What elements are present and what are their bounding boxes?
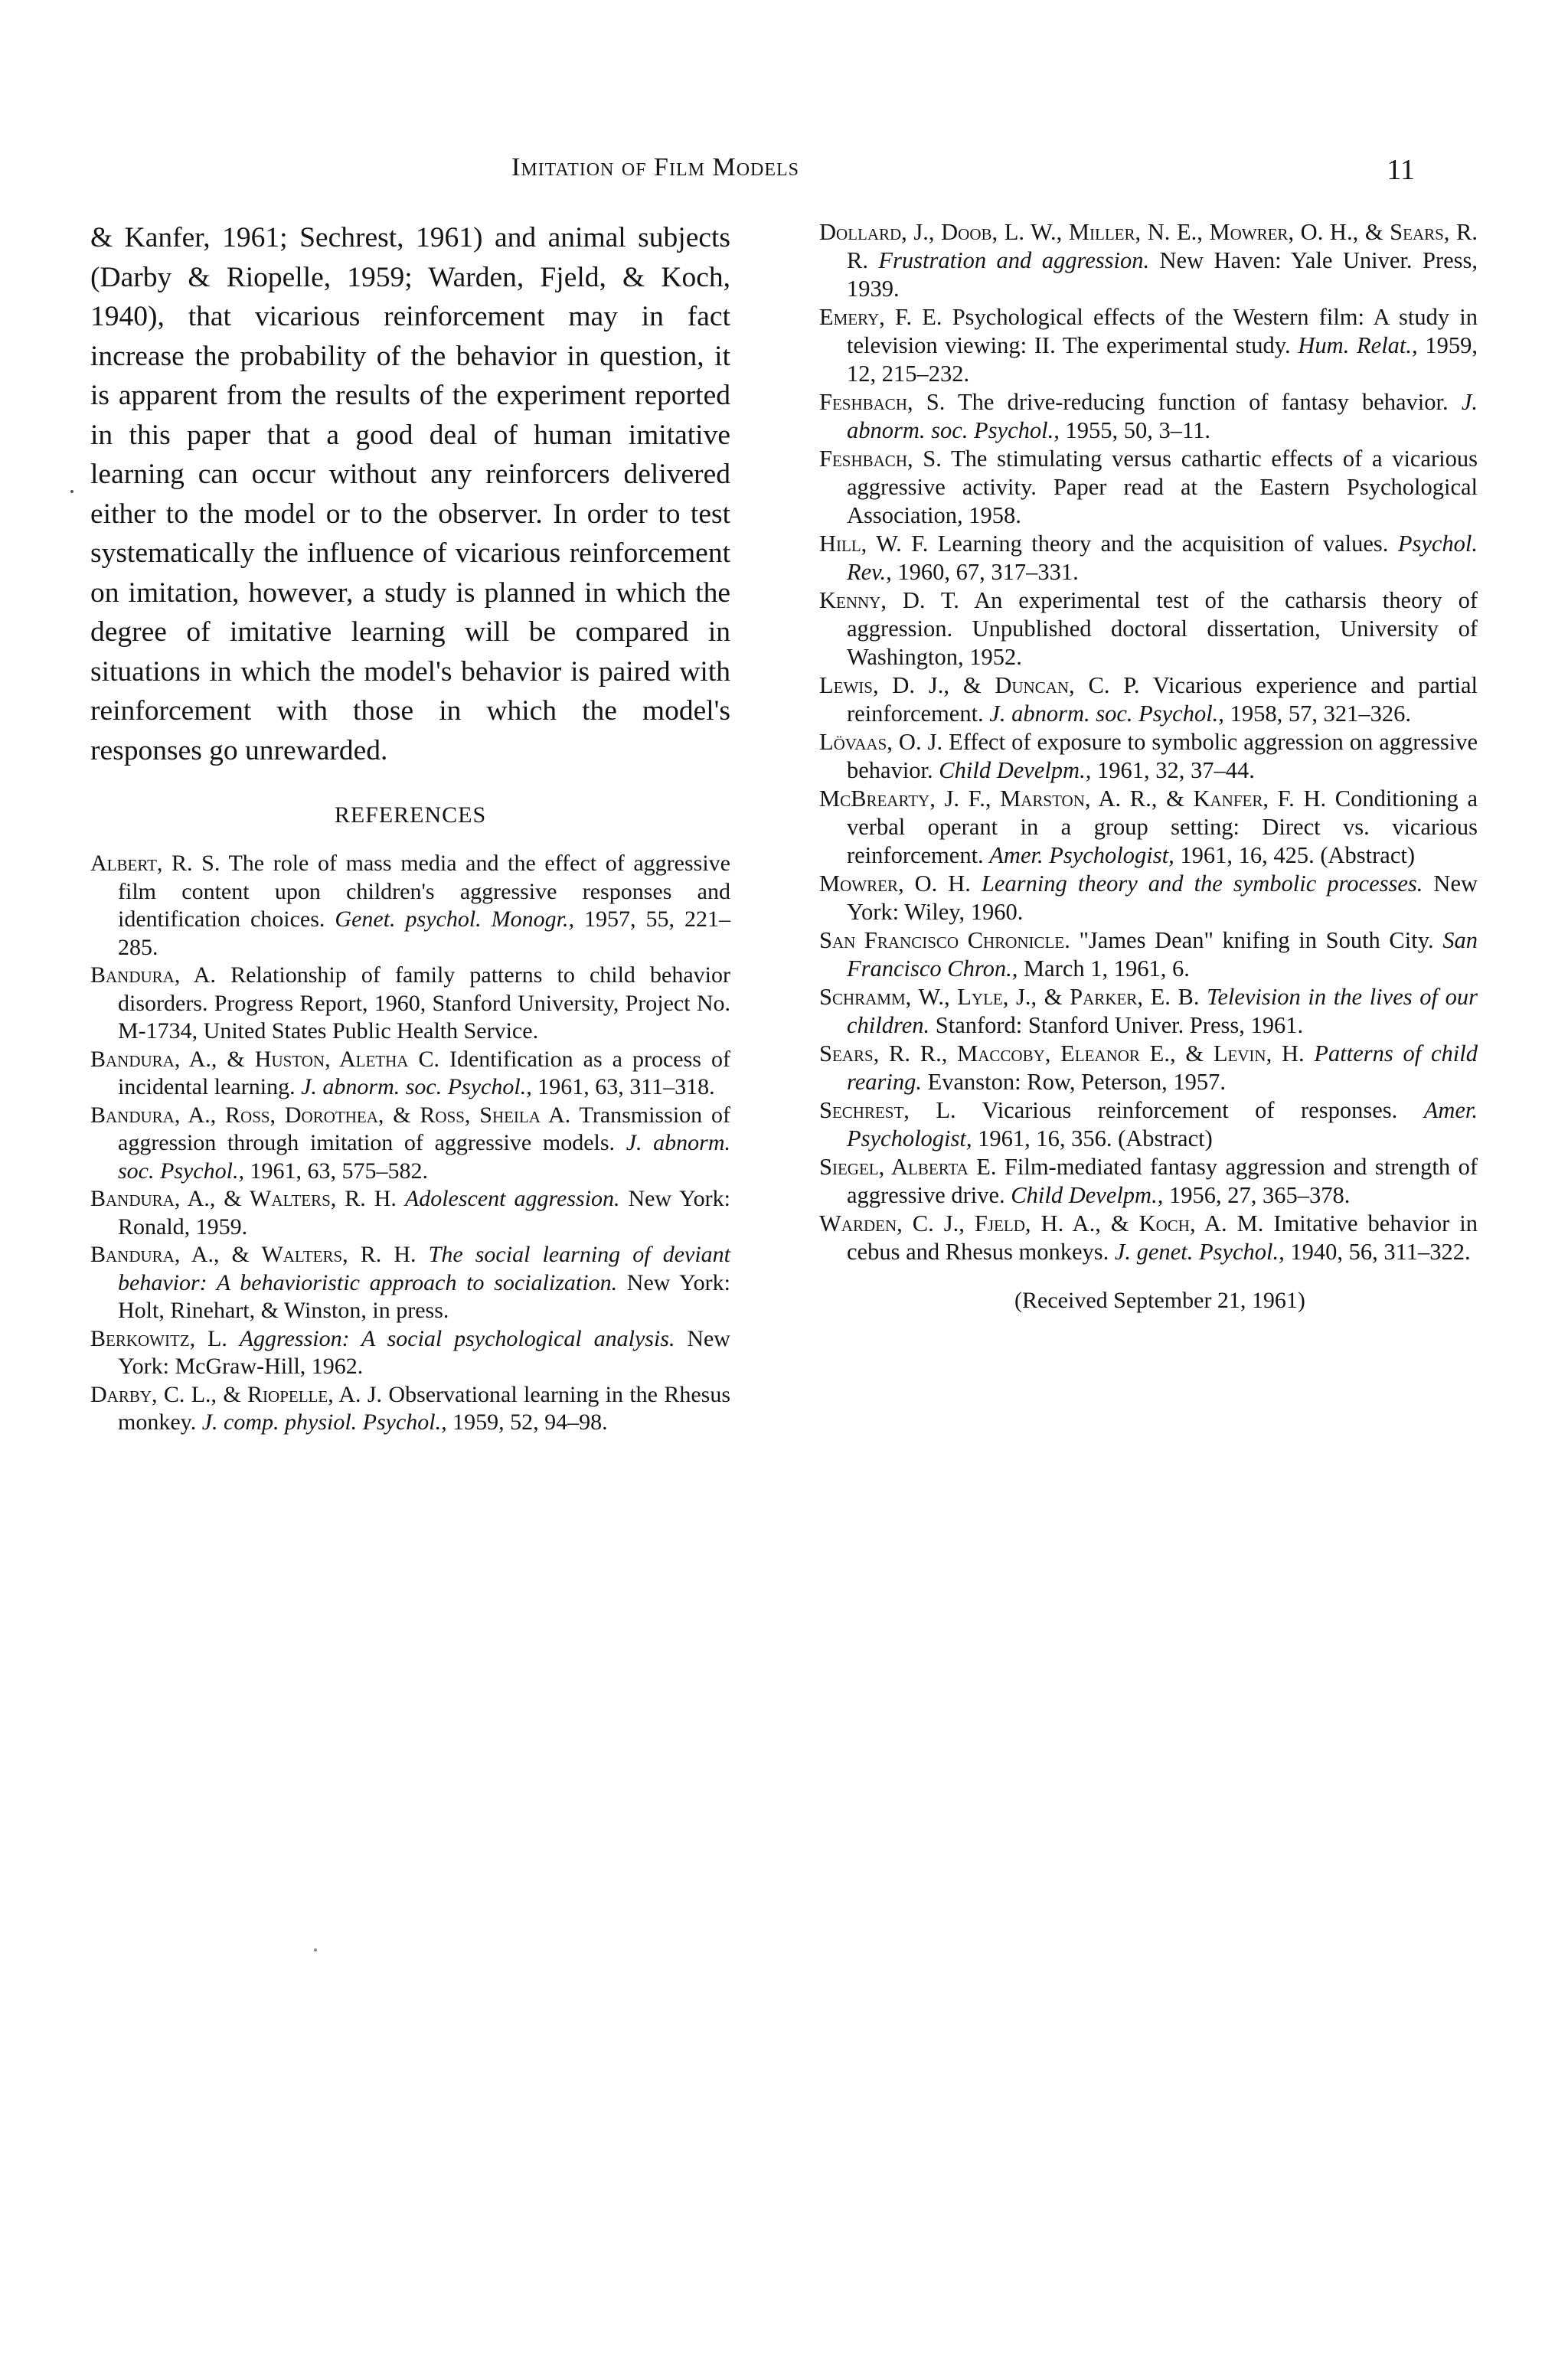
reference-text <box>1305 1040 1315 1066</box>
reference-text <box>227 1326 240 1351</box>
page-number: 11 <box>1387 154 1415 186</box>
reference-text: Relationship of family patterns to child behavior disorders. Progress Report, 1960, Stanford University, Project No. M-1734, United States Public Health Service. <box>118 962 731 1044</box>
reference-source: Child Develpm., <box>939 757 1092 783</box>
reference-authors: Hill, W. F. <box>819 531 929 557</box>
reference-text: Vicarious experience and partial reinforcement. <box>847 672 1478 727</box>
reference-entry <box>90 850 730 962</box>
reference-text <box>868 247 878 273</box>
reference-authors: Dollard, J., Doob, L. W., Miller, N. E., Mowrer, O. H., & Sears, R. R. <box>819 219 1478 273</box>
reference-authors: Kenny, D. T. <box>819 587 959 613</box>
reference-authors: San Francisco Chronicle. <box>819 927 1070 953</box>
reference-text: Transmission of aggression through imitation of aggressive models. <box>118 1102 730 1155</box>
reference-authors: Albert, R. S. <box>90 851 220 876</box>
reference-entry <box>819 530 1478 586</box>
reference-text: The role of mass media and the effect of aggressive film content upon children's aggressive responses and identification choices. <box>118 851 730 932</box>
reference-entry <box>819 1153 1478 1210</box>
reference-source: Psychol. Rev., <box>847 531 1478 585</box>
reference-citation: 1960, 67, 317–331. <box>891 559 1079 585</box>
reference-entry <box>90 1185 730 1241</box>
reference-text: Effect of exposure to symbolic aggression on aggressive behavior. <box>847 729 1478 783</box>
reference-source: J. abnorm. soc. Psychol., <box>118 1130 731 1184</box>
reference-entry <box>90 962 730 1046</box>
reference-authors: Sechrest, L. <box>819 1097 956 1123</box>
reference-entry <box>819 926 1478 983</box>
reference-entry <box>90 1102 730 1186</box>
references-list-right <box>819 218 1478 1266</box>
reference-entry <box>819 218 1478 303</box>
reference-source: J. abnorm. soc. Psychol., <box>989 701 1224 727</box>
reference-source: J. abnorm. soc. Psychol., <box>301 1074 532 1099</box>
reference-citation: New York: Wiley, 1960. <box>847 870 1478 925</box>
reference-entry <box>819 303 1478 388</box>
reference-source: Television in the lives of our children. <box>847 984 1478 1038</box>
reference-text: The stimulating versus cathartic effects of a vicarious aggressive activity. Paper read at the Eastern Psychological Association, 1958. <box>847 446 1478 528</box>
reference-text: Imitative behavior in cebus and Rhesus monkeys. <box>847 1210 1478 1265</box>
reference-text <box>1200 984 1207 1010</box>
reference-authors: Schramm, W., Lyle, J., & Parker, E. B. <box>819 984 1200 1010</box>
reference-authors: Lewis, D. J., & Duncan, C. P. <box>819 672 1140 698</box>
references-list-left <box>90 850 730 1437</box>
reference-source: Aggression: A social psychological analysis. <box>239 1325 675 1351</box>
reference-text: Psychological effects of the Western film: A study in television viewing: II. The experimental study. <box>847 304 1478 358</box>
reference-authors: Bandura, A., Ross, Dorothea, & Ross, Sheila A. <box>90 1102 571 1128</box>
reference-text: "James Dean" knifing in South City. <box>1070 927 1443 953</box>
reference-text <box>397 1186 405 1211</box>
reference-entry <box>819 445 1478 530</box>
reference-entry <box>819 728 1478 785</box>
reference-source: Amer. Psychologist, <box>847 1097 1478 1151</box>
reference-authors: Feshbach, S. <box>819 389 946 415</box>
left-column <box>90 218 730 1437</box>
reference-authors: Siegel, Alberta E. <box>819 1154 997 1180</box>
reference-entry <box>90 1325 730 1381</box>
reference-text: Vicarious reinforcement of responses. <box>956 1097 1424 1123</box>
reference-authors: Bandura, A., & Walters, R. H. <box>90 1242 416 1267</box>
right-column <box>819 218 1478 1314</box>
reference-source: San Francisco Chron., <box>847 927 1478 982</box>
reference-source: Genet. psychol. Monogr., <box>335 906 575 932</box>
reference-citation: New Haven: Yale Univer. Press, 1939. <box>847 247 1478 302</box>
reference-citation: 1959, 52, 94–98. <box>446 1409 608 1435</box>
reference-entry <box>90 1381 730 1437</box>
reference-authors: Bandura, A., & Huston, Aletha C. <box>90 1046 439 1072</box>
reference-entry <box>90 1241 730 1325</box>
reference-entry <box>819 983 1478 1040</box>
reference-citation: Evanston: Row, Peterson, 1957. <box>922 1069 1227 1095</box>
reference-citation: 1959, 12, 215–232. <box>847 332 1478 387</box>
reference-text: Film-mediated fantasy aggression and strength of aggressive drive. <box>847 1154 1478 1208</box>
body-paragraph: & Kanfer, 1961; Sechrest, 1961) and animal subjects (Darby & Riopelle, 1959; Warden, Fjeld, & Koch, 1940), that vicarious reinforcement may in fact increase the probability of the behavior in question, it is apparent from the results of the experiment reported in this paper that a good deal of human imitative learning can occur without any reinforcers delivered either to the model or to the observer. In order to test systematically the influence of vicarious reinforcement on imitation, however, a study is planned in which the degree of imitative learning will be compared in situations in which the model's behavior is paired with reinforcement with those in which the model's responses go unrewarded. <box>90 222 730 766</box>
reference-source: Hum. Relat., <box>1298 332 1418 358</box>
reference-authors: Darby, C. L., & Riopelle, A. J. <box>90 1381 383 1407</box>
reference-source: Learning theory and the symbolic processes. <box>981 870 1423 897</box>
scan-speck <box>314 1948 317 1952</box>
reference-text: Observational learning in the Rhesus monkey. <box>118 1381 730 1435</box>
reference-authors: Emery, F. E. <box>819 304 942 330</box>
reference-source: Frustration and aggression. <box>878 247 1150 273</box>
reference-entry <box>819 671 1478 728</box>
body-text <box>90 218 730 770</box>
reference-citation: 1957, 55, 221–285. <box>118 906 731 960</box>
reference-entry <box>819 870 1478 926</box>
reference-citation: 1955, 50, 3–11. <box>1059 417 1210 443</box>
reference-citation: 1961, 63, 311–318. <box>531 1074 715 1099</box>
reference-citation: New York: Holt, Rinehart, & Winston, in press. <box>118 1269 730 1323</box>
reference-text: Learning theory and the acquisition of values. <box>928 531 1398 557</box>
page-header <box>0 153 1568 191</box>
reference-authors: Bandura, A. <box>90 962 216 988</box>
reference-source: Child Develpm., <box>1011 1182 1164 1208</box>
running-title: Imitation of Film Models <box>511 153 800 181</box>
reference-source: J. comp. physiol. Psychol., <box>201 1409 447 1435</box>
reference-authors: Feshbach, S. <box>819 446 942 472</box>
reference-text: An experimental test of the catharsis theory of aggression. Unpublished doctoral dissertation, University of Washington, 1952. <box>847 587 1478 670</box>
reference-authors: Lövaas, O. J. <box>819 729 943 755</box>
reference-citation: 1958, 57, 321–326. <box>1223 701 1411 727</box>
reference-authors: Bandura, A., & Walters, R. H. <box>90 1186 397 1211</box>
reference-entry <box>819 1040 1478 1096</box>
reference-entry <box>819 785 1478 870</box>
reference-text <box>416 1242 429 1267</box>
reference-citation: 1956, 27, 365–378. <box>1163 1182 1351 1208</box>
margin-mark <box>70 490 74 493</box>
reference-source: Amer. Psychologist, <box>989 842 1174 868</box>
reference-text: Conditioning a verbal operant in a group setting: Direct vs. vicarious reinforcement. <box>847 786 1478 868</box>
reference-citation: March 1, 1961, 6. <box>1018 955 1190 982</box>
references-heading: REFERENCES <box>334 802 487 828</box>
reference-citation: 1961, 32, 37–44. <box>1091 757 1255 783</box>
reference-citation: New York: McGraw-Hill, 1962. <box>118 1325 730 1379</box>
reference-entry <box>819 388 1478 445</box>
reference-authors: Sears, R. R., Maccoby, Eleanor E., & Levin, H. <box>819 1040 1305 1066</box>
reference-source: Adolescent aggression. <box>404 1186 620 1211</box>
reference-source: J. genet. Psychol., <box>1114 1239 1285 1265</box>
reference-citation: 1940, 56, 311–322. <box>1284 1239 1471 1265</box>
reference-source: J. abnorm. soc. Psychol., <box>847 389 1478 443</box>
reference-authors: Berkowitz, L. <box>90 1325 227 1351</box>
reference-citation: 1961, 63, 575–582. <box>243 1158 428 1184</box>
reference-text: Identification as a process of incidental learning. <box>118 1046 730 1099</box>
reference-authors: McBrearty, J. F., Marston, A. R., & Kanfer, F. H. <box>819 786 1327 812</box>
reference-citation: 1961, 16, 425. (Abstract) <box>1174 842 1415 868</box>
reference-entry <box>819 1096 1478 1153</box>
reference-citation: 1961, 16, 356. (Abstract) <box>972 1125 1213 1151</box>
reference-authors: Mowrer, O. H. <box>819 870 971 897</box>
reference-source: Patterns of child rearing. <box>847 1040 1478 1095</box>
reference-text: The drive-reducing function of fantasy behavior. <box>945 389 1462 415</box>
reference-text <box>971 870 982 897</box>
reference-citation: New York: Ronald, 1959. <box>118 1186 731 1240</box>
reference-entry <box>819 1210 1478 1266</box>
reference-authors: Warden, C. J., Fjeld, H. A., & Koch, A. M. <box>819 1210 1264 1236</box>
reference-citation: Stanford: Stanford Univer. Press, 1961. <box>929 1012 1304 1038</box>
received-date: (Received September 21, 1961) <box>1014 1288 1305 1313</box>
reference-entry <box>819 586 1478 671</box>
reference-source: The social learning of deviant behavior: A behavioristic approach to socialization. <box>118 1242 731 1295</box>
reference-entry <box>90 1046 730 1102</box>
